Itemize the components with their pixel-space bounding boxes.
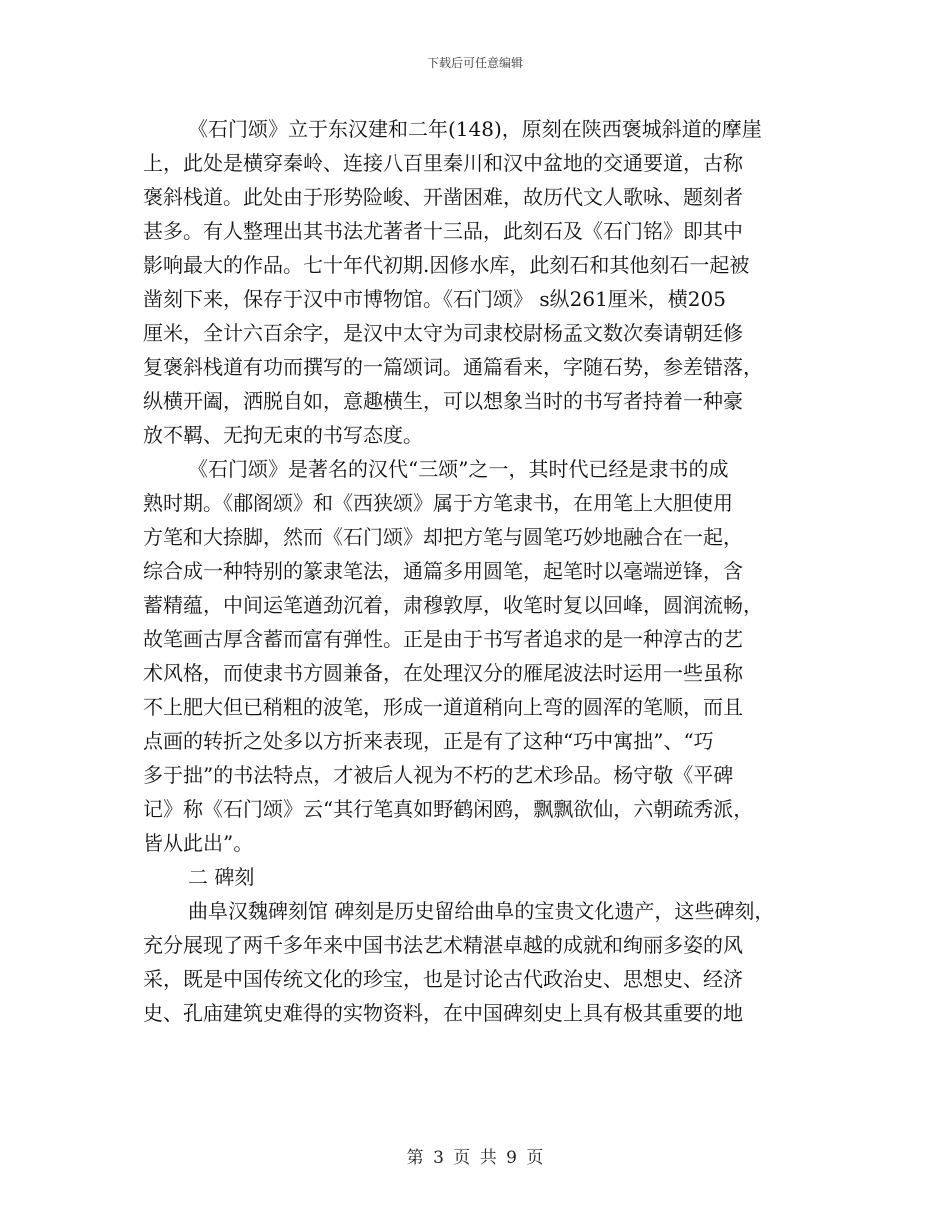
text-line: 点画的转折之处多以方折来表现，正是有了这种“巧中寓拙”、“巧 xyxy=(143,729,714,753)
text-line: 术风格，而使隶书方圆兼备，在处理汉分的雁尾波法时运用一些虽称 xyxy=(143,661,743,685)
document-body xyxy=(143,112,823,1030)
text-line: 凿刻下来，保存于汉中市博物馆。《石门颂》 s纵261厘米，横205 xyxy=(143,287,726,311)
text-line: 记》称《石门颂》云“其行笔真如野鹤闲鸥，飘飘欲仙，六朝疏秀派， xyxy=(143,797,754,821)
text-line: 史、孔庙建筑史难得的实物资料，在中国碑刻史上具有极其重要的地 xyxy=(143,1001,743,1025)
text-line: 纵横开阖，洒脱自如，意趣横生，可以想象当时的书写者持着一种豪 xyxy=(143,389,743,413)
text-line: 多于拙”的书法特点，才被后人视为不朽的艺术珍品。杨守敬《平碑 xyxy=(143,763,734,787)
text-line: 充分展现了两千多年来中国书法艺术精湛卓越的成就和绚丽多姿的风 xyxy=(143,933,743,957)
text-line: 《石门颂》立于东汉建和二年(148)，原刻在陕西褒城斜道的摩崖 xyxy=(188,117,762,141)
text-line: 曲阜汉魏碑刻馆 碑刻是历史留给曲阜的宝贵文化遗产，这些碑刻， xyxy=(188,899,775,923)
text-line: 蓄精蕴，中间运笔遒劲沉着，肃穆敦厚，收笔时复以回峰，圆润流畅， xyxy=(143,593,763,617)
text-line: 上，此处是横穿秦岭、连接八百里秦川和汉中盆地的交通要道，古称 xyxy=(143,151,743,175)
text-line: 厘米，全计六百余字，是汉中太守为司隶校尉杨孟文数次奏请朝廷修 xyxy=(143,321,743,345)
paragraph-3 xyxy=(143,894,823,1030)
paragraph-1 xyxy=(143,112,823,452)
text-line: 方笔和大捺脚，然而《石门颂》却把方笔与圆笔巧妙地融合在一起， xyxy=(143,525,743,549)
text-line: 甚多。有人整理出其书法尤著者十三品，此刻石及《石门铭》即其中 xyxy=(143,219,743,243)
paragraph-2 xyxy=(143,452,823,860)
text-line: 褒斜栈道。此处由于形势险峻、开凿困难，故历代文人歌咏、题刻者 xyxy=(143,185,743,209)
page-header: 下载后可任意编辑 xyxy=(426,56,523,70)
text-line: 《石门颂》是著名的汉代“三颂”之一，其时代已经是隶书的成 xyxy=(188,457,729,481)
text-line: 熟时期。《郙阁颂》和《西狭颂》属于方笔隶书，在用笔上大胆使用 xyxy=(143,491,733,515)
section-heading xyxy=(143,860,823,894)
text-line: 不上肥大但已稍粗的波笔，形成一道道稍向上弯的圆浑的笔顺，而且 xyxy=(143,695,743,719)
text-line: 皆从此出”。 xyxy=(143,831,254,855)
page-number-footer: 第 3 页 共 9 页 xyxy=(406,1148,544,1168)
text-line: 采，既是中国传统文化的珍宝，也是讨论古代政治史、思想史、经济 xyxy=(143,967,743,991)
text-line: 影响最大的作品。七十年代初期.因修水库，此刻石和其他刻石一起被 xyxy=(143,253,750,277)
section-heading-text: 二 碑刻 xyxy=(188,865,255,889)
text-line: 复褒斜栈道有功而撰写的一篇颂词。通篇看来，字随石势，参差错落， xyxy=(143,355,763,379)
text-line: 放不羁、无拘无束的书写态度。 xyxy=(143,423,423,447)
text-line: 故笔画古厚含蓄而富有弹性。正是由于书写者追求的是一种淳古的艺 xyxy=(143,627,743,651)
text-line: 综合成一种特别的篆隶笔法，通篇多用圆笔，起笔时以毫端逆锋，含 xyxy=(143,559,743,583)
